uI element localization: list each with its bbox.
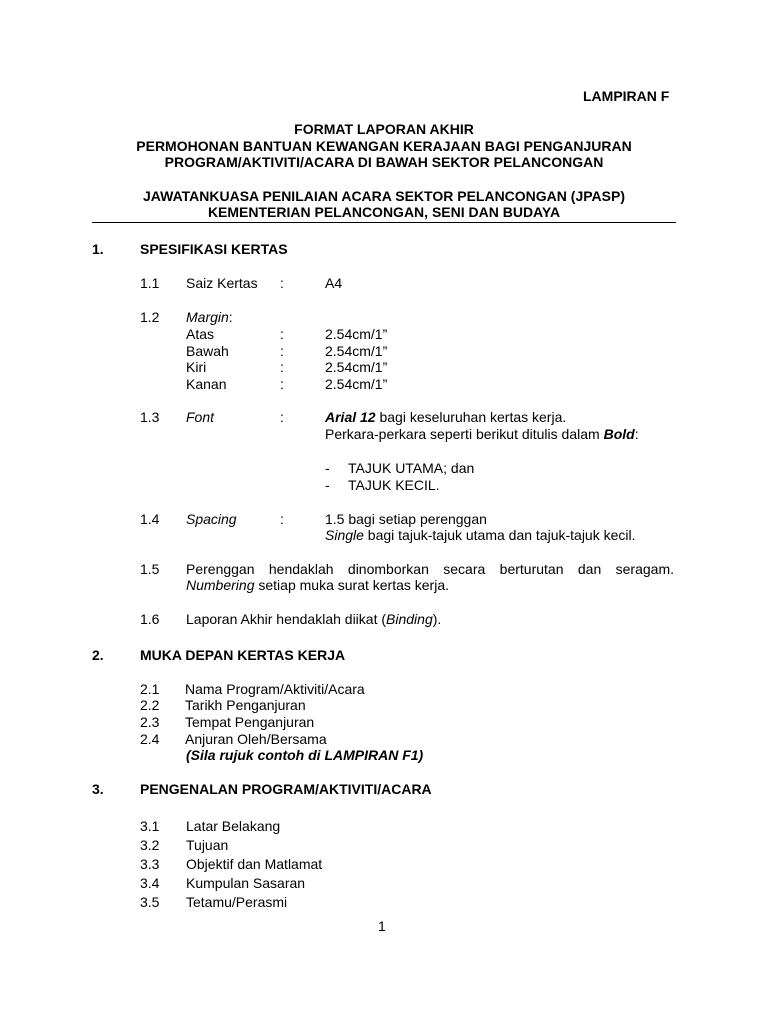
item-2-4-number: 2.4: [140, 731, 160, 747]
item-1-5-line-2-rest: setiap muka surat kertas kerja.: [254, 577, 450, 593]
margin-left-label: Kiri: [186, 359, 207, 375]
single-word: Single: [325, 527, 364, 543]
item-1-6-number: 1.6: [140, 611, 160, 627]
margin-label: Margin: [186, 309, 229, 325]
item-1-2-number: 1.2: [140, 309, 160, 325]
reference-note: (Sila rujuk contoh di LAMPIRAN F1): [186, 747, 424, 763]
margin-label-colon: :: [228, 309, 233, 325]
item-1-5-number: 1.5: [140, 561, 160, 577]
margin-top-label: Atas: [186, 326, 215, 342]
document-subtitle-line1: PERMOHONAN BANTUAN KEWANGAN KERAJAAN BAGI PENGANJURAN: [136, 138, 632, 154]
item-3-3-text: Objektif dan Matlamat: [186, 856, 323, 872]
item-1-3-label: Font: [186, 409, 215, 425]
item-1-4-colon: :: [280, 511, 284, 527]
annex-label: LAMPIRAN F: [583, 88, 670, 104]
item-3-5-text: Tetamu/Perasmi: [186, 894, 288, 910]
document-subtitle-line2: PROGRAM/AKTIVITI/ACARA DI BAWAH SEKTOR PELANCONGAN: [164, 154, 604, 170]
item-1-1-number: 1.1: [140, 275, 160, 291]
section-2-title: MUKA DEPAN KERTAS KERJA: [140, 647, 346, 663]
item-3-2-number: 3.2: [140, 837, 160, 853]
section-3-number: 3.: [92, 781, 104, 797]
bold-word: Bold: [603, 426, 635, 442]
numbering-word: Numbering: [186, 577, 255, 593]
margin-top-colon: :: [280, 326, 284, 342]
bold-items-post: :: [634, 426, 639, 442]
section-2-number: 2.: [92, 647, 104, 663]
item-3-5-number: 3.5: [140, 894, 160, 910]
item-2-4-text: Anjuran Oleh/Bersama: [185, 731, 327, 747]
page-number: 1: [378, 918, 386, 934]
binding-word: Binding: [386, 611, 433, 627]
bullet-dash: -: [325, 460, 330, 476]
bullet-text: TAJUK KECIL.: [348, 477, 440, 493]
item-2-1-number: 2.1: [140, 681, 160, 697]
item-1-5-line-2: [186, 577, 449, 593]
section-1-title: SPESIFIKASI KERTAS: [140, 241, 288, 257]
item-3-4-number: 3.4: [140, 875, 160, 891]
font-spec-line: [325, 409, 566, 425]
item-1-1-label: Saiz Kertas: [186, 275, 258, 291]
item-1-1-value: A4: [325, 275, 343, 291]
header-divider: [92, 222, 676, 223]
item-1-6-text: [186, 611, 441, 627]
margin-right-value: 2.54cm/1”: [325, 376, 388, 392]
item-1-4-label: Spacing: [186, 511, 237, 527]
item-2-2-number: 2.2: [140, 697, 160, 713]
item-1-5-line-1: Perenggan hendaklah dinomborkan secara berturutan dan seragam.: [186, 561, 674, 577]
ministry-name: KEMENTERIAN PELANCONGAN, SENI DAN BUDAYA: [207, 204, 561, 220]
item-2-3-text: Tempat Penganjuran: [185, 714, 315, 730]
section-1-number: 1.: [92, 241, 104, 257]
bullet-dash: -: [325, 477, 330, 493]
spacing-line-2-rest: bagi tajuk-tajuk utama dan tajuk-tajuk kecil.: [363, 527, 636, 543]
spacing-line-1: 1.5 bagi setiap perenggan: [325, 511, 487, 527]
bold-items-line: [325, 426, 639, 442]
item-1-3-number: 1.3: [140, 409, 160, 425]
bold-items-pre: Perkara-perkara seperti berikut ditulis dalam: [325, 426, 604, 442]
bullet-text: TAJUK UTAMA; dan: [348, 460, 475, 476]
font-name: Arial 12: [325, 409, 376, 425]
item-3-3-number: 3.3: [140, 856, 160, 872]
section-3-title: PENGENALAN PROGRAM/AKTIVITI/ACARA: [140, 781, 432, 797]
committee-name: JAWATANKUASA PENILAIAN ACARA SEKTOR PELANCONGAN (JPASP): [143, 188, 625, 204]
item-1-4-number: 1.4: [140, 511, 160, 527]
item-1-1-colon: :: [280, 275, 284, 291]
font-spec-rest: bagi keseluruhan kertas kerja.: [375, 409, 567, 425]
document-title: FORMAT LAPORAN AKHIR: [294, 121, 474, 137]
item-2-2-text: Tarikh Penganjuran: [185, 697, 306, 713]
spacing-line-2: [325, 527, 636, 543]
item-3-1-text: Latar Belakang: [186, 818, 281, 834]
margin-bottom-label: Bawah: [186, 343, 229, 359]
margin-bottom-value: 2.54cm/1”: [325, 343, 388, 359]
item-3-1-number: 3.1: [140, 818, 160, 834]
margin-left-value: 2.54cm/1”: [325, 359, 388, 375]
item-3-2-text: Tujuan: [186, 837, 229, 853]
margin-bottom-colon: :: [280, 343, 284, 359]
margin-top-value: 2.54cm/1”: [325, 326, 388, 342]
margin-right-colon: :: [280, 376, 284, 392]
item-3-4-text: Kumpulan Sasaran: [186, 875, 306, 891]
item-1-6-post: ).: [432, 611, 442, 627]
item-1-2-label: [186, 309, 233, 325]
item-2-1-text: Nama Program/Aktiviti/Acara: [185, 681, 365, 697]
margin-right-label: Kanan: [186, 376, 227, 392]
item-2-3-number: 2.3: [140, 714, 160, 730]
margin-left-colon: :: [280, 359, 284, 375]
item-1-6-pre: Laporan Akhir hendaklah diikat (: [186, 611, 387, 627]
item-1-3-colon: :: [280, 409, 284, 425]
